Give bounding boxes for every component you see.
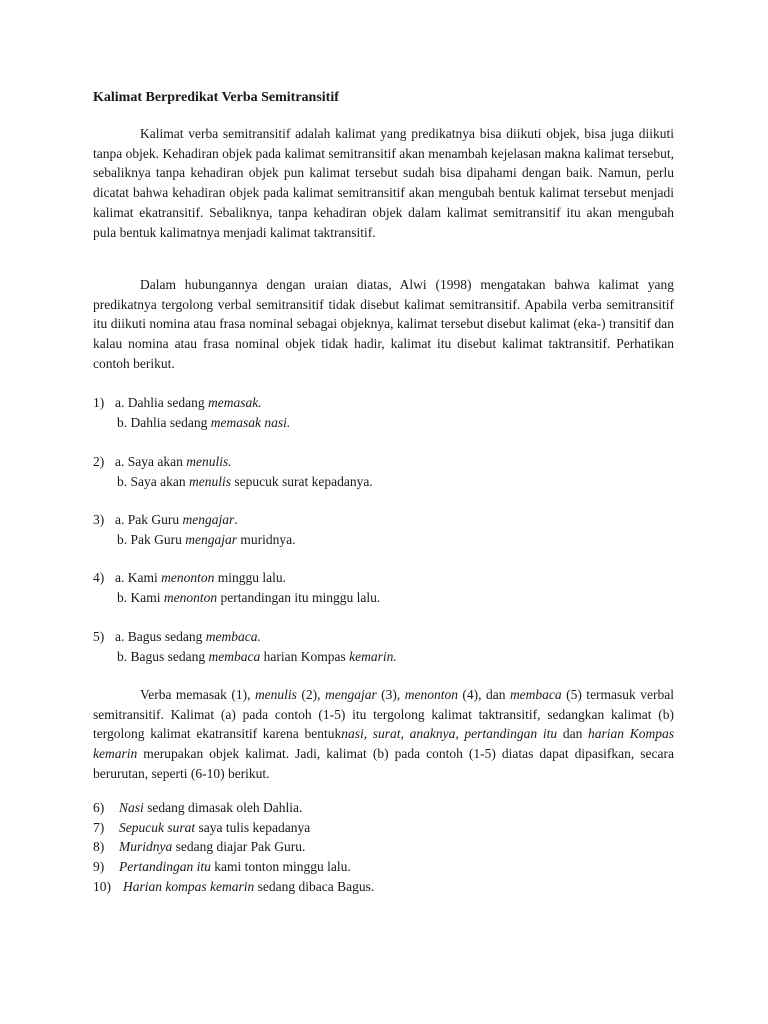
list-text: sedang diajar Pak Guru. <box>172 839 306 855</box>
passive-examples-list <box>93 798 683 897</box>
example-a-text: a. Saya akan <box>115 454 187 469</box>
italic-run: membaca <box>509 687 562 702</box>
example-b-verb: mengajar <box>185 531 237 547</box>
example-a-verb: memasak. <box>207 395 262 410</box>
example-1 <box>93 393 683 432</box>
list-number: 8) <box>93 839 105 855</box>
list-text: kami tonton minggu lalu. <box>210 859 351 875</box>
example-2 <box>93 452 683 491</box>
example-number: 1) <box>93 395 105 410</box>
list-item <box>93 837 683 857</box>
example-b-text: b. Pak Guru <box>117 531 186 547</box>
list-item <box>93 857 683 877</box>
list-subject: Pertandingan itu <box>119 859 211 875</box>
list-subject: Nasi <box>119 800 144 815</box>
example-a-text: a. Bagus sedang <box>115 629 206 644</box>
example-a-text: a. Kami <box>115 570 162 585</box>
text-run: merupakan objek kalimat. Jadi, kalimat (b) pada contoh (1-5) diatas dapat dipasifkan, secara berurutan, seperti (6-10) berikut. <box>93 746 674 781</box>
example-b-verb: menonton <box>163 589 218 605</box>
text-run: Verba memasak (1), <box>140 687 255 702</box>
example-b-text: b. Dahlia sedang <box>117 414 211 430</box>
paragraph-verba-summary <box>93 685 674 784</box>
example-number: 4) <box>93 570 105 585</box>
example-b-text: b. Kami <box>117 589 164 605</box>
example-number: 2) <box>93 454 105 469</box>
example-b-object: harian Kompas <box>260 648 350 664</box>
text-run: (4), dan <box>457 687 510 702</box>
example-a-text: a. Dahlia sedang <box>115 395 208 410</box>
italic-run: nasi, surat, anaknya, pertandingan itu <box>341 726 558 742</box>
italic-run: menulis <box>254 687 297 702</box>
example-number: 5) <box>93 629 105 644</box>
example-b-verb: menulis <box>188 473 231 489</box>
example-b-text: b. Saya akan <box>117 473 189 489</box>
example-5 <box>93 627 683 666</box>
example-a-verb: membaca. <box>205 629 261 644</box>
list-number: 9) <box>93 859 105 875</box>
list-item <box>93 818 683 838</box>
example-b-verb: membaca <box>208 648 261 664</box>
paragraph-definition: Kalimat verba semitransitif adalah kalimat yang predikatnya bisa diikuti objek, bisa juga diikuti tanpa objek. Kehadiran objek pada kalimat semitransitif akan menambah kejelasan makna kalimat tersebut, sebaliknya tanpa kehadiran objek pun kalimat tersebut sudah bisa dipahami dengan baik. Namun, perlu dicatat bahwa kehadiran objek pada kalimat semitransitif akan mengubah bentuk kalimat tersebut menjadi kalimat ekatransitif. Sebaliknya, tanpa kehadiran objek dalam kalimat semitransitif itu akan mengubah pula bentuk kalimatnya menjadi kalimat taktransitif. <box>93 126 674 240</box>
example-a-verb: menulis. <box>186 454 232 469</box>
list-number: 6) <box>93 800 105 815</box>
example-number: 3) <box>93 512 105 527</box>
document-title: Kalimat Berpredikat Verba Semitransitif <box>93 90 339 105</box>
list-item <box>93 798 683 818</box>
example-a-verb: mengajar <box>182 512 235 527</box>
list-subject: Sepucuk surat <box>119 819 196 835</box>
text-run: (5) termasuk verbal semitransitif. Kalimat (a) pada contoh (1-5) itu tergolong kalimat taktransitif, sedangkan kalimat (b) tergolong kalimat ekatransitif karena bentuk <box>93 687 674 742</box>
example-a-verb: menonton <box>161 570 215 585</box>
example-a-text: a. Pak Guru <box>115 512 183 527</box>
example-b-object: pertandingan itu minggu lalu. <box>217 589 381 605</box>
example-4 <box>93 568 683 607</box>
example-b-verb: memasak nasi. <box>210 414 291 430</box>
text-run: (3), <box>376 687 405 702</box>
list-text: sedang dimasak oleh Dahlia. <box>143 800 303 815</box>
paragraph-alwi: Dalam hubungannya dengan uraian diatas, Alwi (1998) mengatakan bahwa kalimat yang predikatnya tergolong verbal semitransitif tidak disebut kalimat semitransitif. Apabila verba semitransitif itu diikuti nomina atau frasa nominal sebagai objeknya, kalimat tersebut disebut kalimat (eka-) transitif dan kalau nomina atau frasa nominal objek tidak hadir, kalimat itu disebut kalimat taktransitif. Perhatikan contoh berikut. <box>93 277 674 371</box>
italic-run: harian Kompas kemarin <box>93 726 674 762</box>
list-number: 10) <box>93 878 111 894</box>
text-run: dan <box>557 726 589 742</box>
list-text: saya tulis kepadanya <box>195 819 311 835</box>
list-subject: Muridnya <box>119 839 173 855</box>
list-number: 7) <box>93 819 105 835</box>
text-run: (2), <box>296 687 325 702</box>
example-a-end: minggu lalu. <box>214 570 286 585</box>
list-text: sedang dibaca Bagus. <box>254 878 375 894</box>
italic-run: mengajar <box>324 687 377 702</box>
example-b-object: sepucuk surat kepadanya. <box>230 473 373 489</box>
italic-run: menonton <box>404 687 458 702</box>
example-b-object: muridnya. <box>237 531 296 547</box>
list-item <box>93 877 683 897</box>
example-b-adverb: kemarin. <box>349 648 397 664</box>
example-3 <box>93 510 683 549</box>
example-b-text: b. Bagus sedang <box>117 648 209 664</box>
example-a-end: . <box>234 512 238 527</box>
list-subject: Harian kompas kemarin <box>123 878 255 894</box>
